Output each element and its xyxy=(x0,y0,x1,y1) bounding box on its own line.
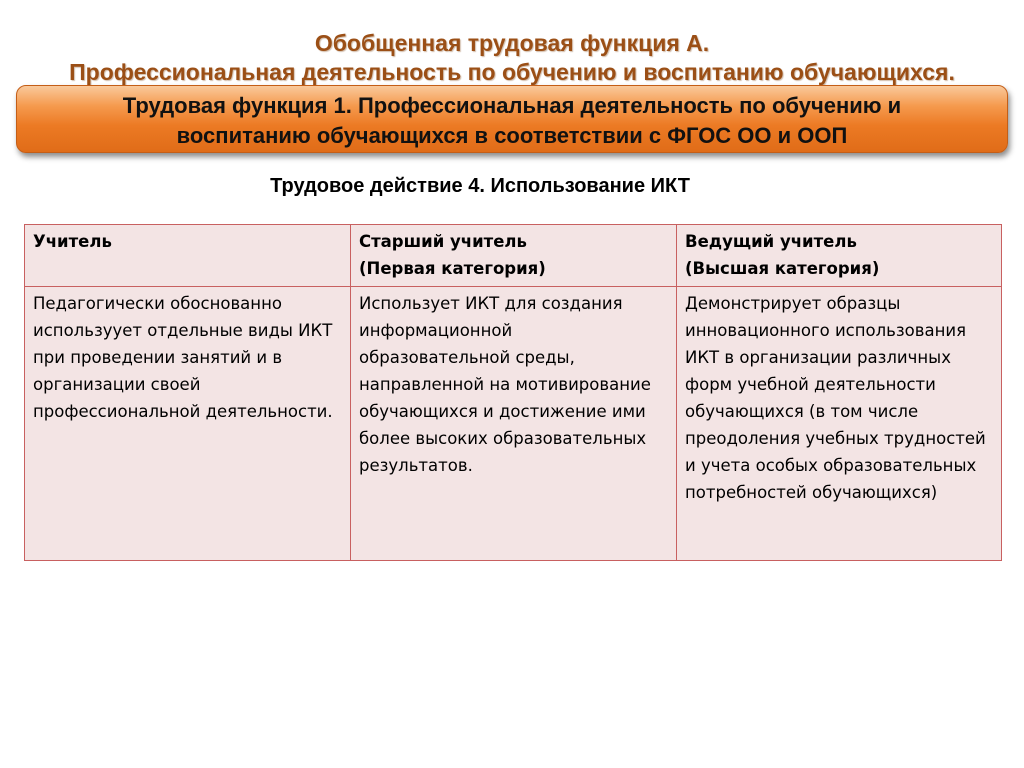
labor-action-title: Трудовое действие 4. Использование ИКТ xyxy=(270,175,690,197)
header-teacher xyxy=(25,225,351,287)
header-leading-teacher-category: (Высшая категория) xyxy=(685,259,880,278)
cell-teacher: Педагогически обоснованно используует отдельные виды ИКТ при проведении занятий и в организации своей профессиональной деятельности. xyxy=(25,287,351,561)
qualification-table xyxy=(24,224,1002,561)
cell-senior-teacher: Использует ИКТ для создания информационной образовательной среды, направленной на мотивирование обучающихся и достижение ими более высоких образовательных результатов. xyxy=(351,287,677,561)
generalized-function-subtitle: Профессиональная деятельность по обучению и воспитанию обучающихся. xyxy=(69,59,955,85)
cell-leading-teacher: Демонстрирует образцы инновационного использования ИКТ в организации различных форм учебной деятельности обучающихся (в том числе преодоления учебных трудностей и учета особых образовательных потребностей обучающихся) xyxy=(677,287,1002,561)
header-leading-teacher xyxy=(677,225,1002,287)
header-senior-teacher xyxy=(351,225,677,287)
header-senior-teacher-category: (Первая категория) xyxy=(359,259,546,278)
labor-function-line-1: Трудовая функция 1. Профессиональная деятельность по обучению и xyxy=(122,93,902,118)
labor-function-text xyxy=(17,91,1007,151)
labor-function-line-2: воспитанию обучающихся в соответствии с ФГОС ОО и ООП xyxy=(176,123,848,148)
table-header-row xyxy=(25,225,1002,287)
header-senior-teacher-label: Старший учитель xyxy=(359,232,527,251)
generalized-function-title: Обобщенная трудовая функция А. xyxy=(314,30,710,56)
table-row xyxy=(25,287,1002,561)
header-teacher-label: Учитель xyxy=(33,232,112,251)
header-leading-teacher-label: Ведущий учитель xyxy=(685,232,857,251)
labor-function-banner xyxy=(16,85,1008,153)
